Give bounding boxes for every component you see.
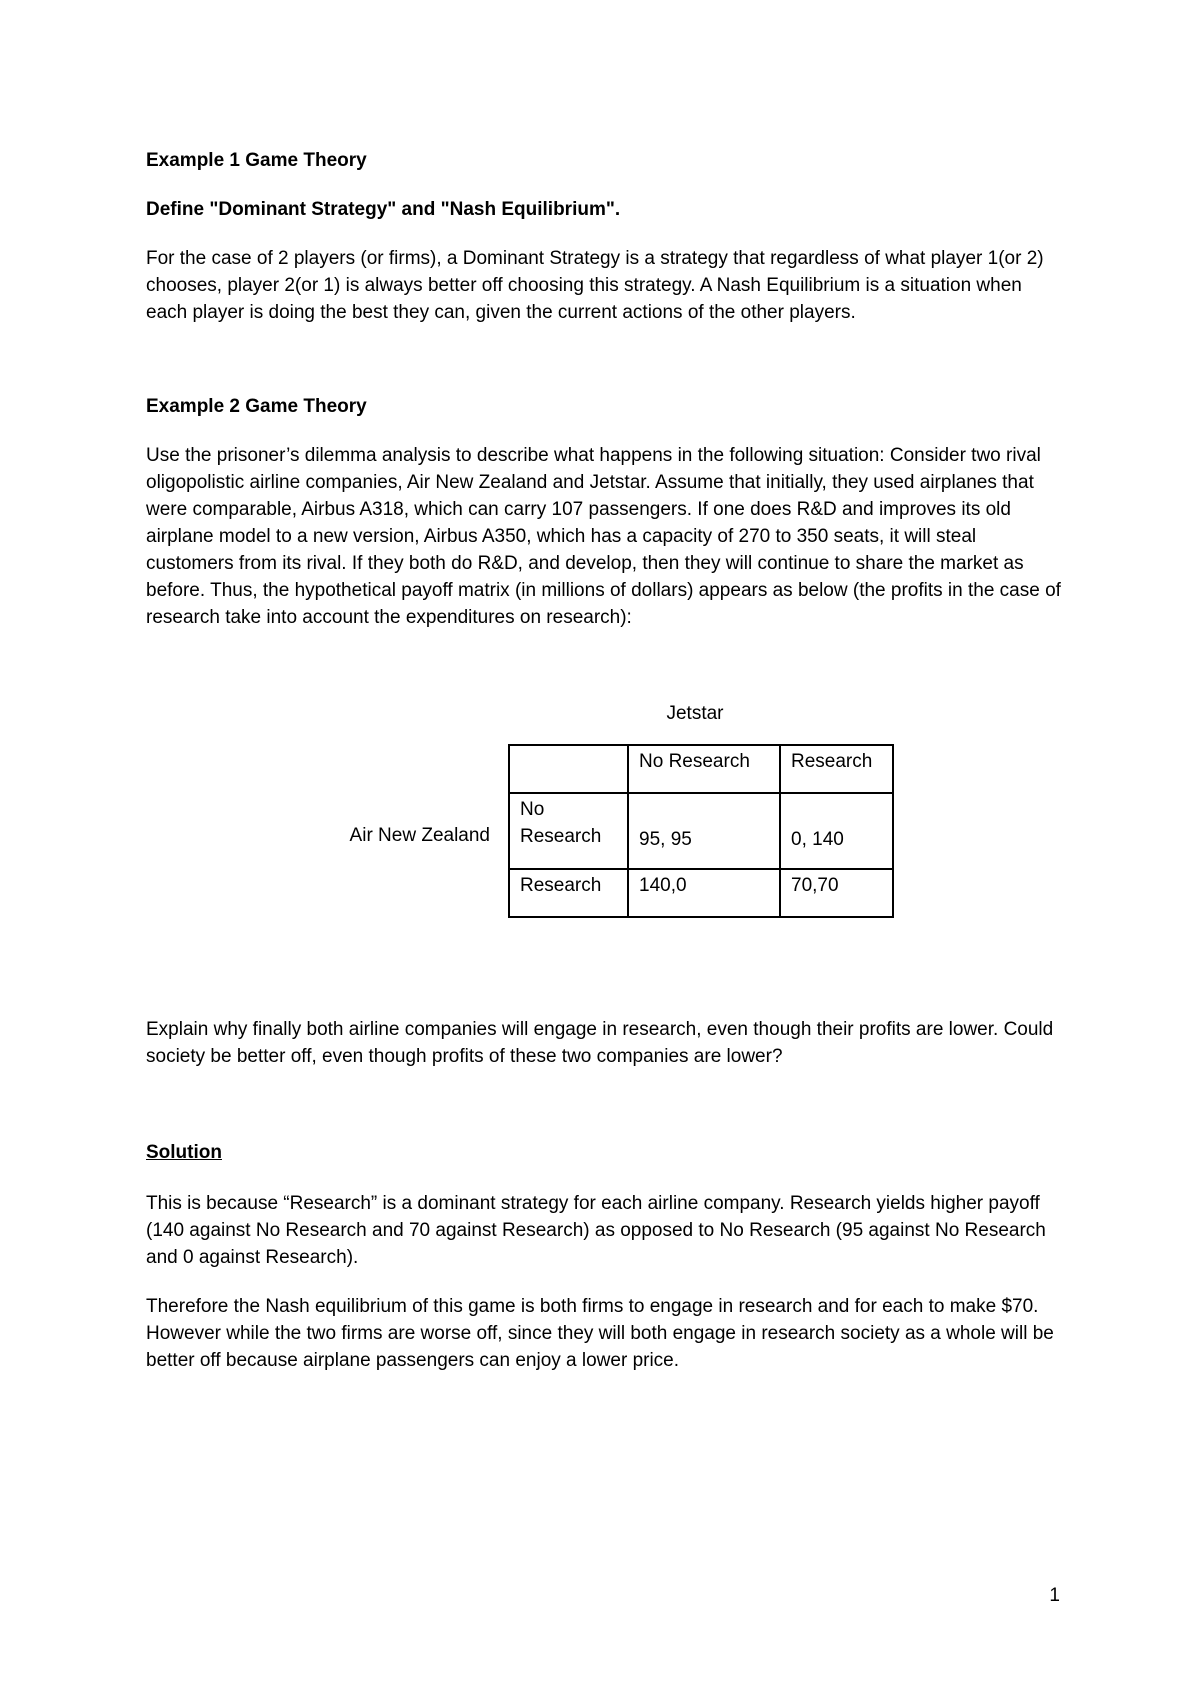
header-research: Research xyxy=(780,745,893,793)
payoff-cell: 70,70 xyxy=(780,869,893,917)
row-player-label: Air New Zealand xyxy=(349,825,490,846)
example2-intro: Use the prisoner’s dilemma analysis to describe what happens in the following situation: Consider two rival oligopolistic airline companies, Air New Zealand and Jetstar. Assume that initially, they used airplanes that were comparable, Airbus A318, which can carry 107 passengers. If one does R&D and improves its old airplane model to a new version, Airbus A350, which has a capacity of 270 to 350 seats, it will steal customers from its rival. If they both do R&D, and develop, then they will continue to share the market as before. Thus, the hypothetical payoff matrix (in millions of dollars) appears as below (the profits in the case of research take into account the expenditures on research): xyxy=(146,445,1061,628)
solution-paragraph-2: Therefore the Nash equilibrium of this game is both firms to engage in research and for each to make $70. However while the two firms are worse off, since they will both engage in research society as a whole will be better off because airplane passengers can enjoy a lower price. xyxy=(146,1296,1054,1371)
table-row xyxy=(509,793,893,869)
table-corner-cell xyxy=(509,745,628,793)
example1-heading: Example 1 Game Theory xyxy=(146,150,367,171)
payoff-cell: 0, 140 xyxy=(780,793,893,869)
page-number: 1 xyxy=(1049,1585,1060,1606)
example1-answer: For the case of 2 players (or firms), a Dominant Strategy is a strategy that regardless of what player 1(or 2) chooses, player 2(or 1) is always better off choosing this strategy. A Nash Equilibrium is a situation when each player is doing the best they can, given the current actions of the other players. xyxy=(146,248,1044,323)
payoff-matrix xyxy=(508,744,894,918)
example2-heading: Example 2 Game Theory xyxy=(146,396,367,417)
solution-heading: Solution xyxy=(146,1142,222,1163)
payoff-cell: 95, 95 xyxy=(628,793,780,869)
example2-question: Explain why finally both airline companies will engage in research, even though their profits are lower. Could society be better off, even though profits of these two companies are lower? xyxy=(146,1019,1054,1067)
column-player-label: Jetstar xyxy=(666,703,724,724)
row-label-line2: Research xyxy=(520,826,602,847)
table-row xyxy=(509,869,893,917)
solution-paragraph-1: This is because “Research” is a dominant strategy for each airline company. Research yields higher payoff (140 against No Research and 70 against Research) as opposed to No Research (95 against No Research and 0 against Research). xyxy=(146,1193,1046,1268)
header-no-research: No Research xyxy=(628,745,780,793)
row-label-no-research xyxy=(509,793,628,869)
example1-question: Define "Dominant Strategy" and "Nash Equilibrium". xyxy=(146,199,621,220)
payoff-cell: 140,0 xyxy=(628,869,780,917)
table-header-row xyxy=(509,745,893,793)
row-label-research: Research xyxy=(509,869,628,917)
row-label-line1: No xyxy=(520,799,545,820)
